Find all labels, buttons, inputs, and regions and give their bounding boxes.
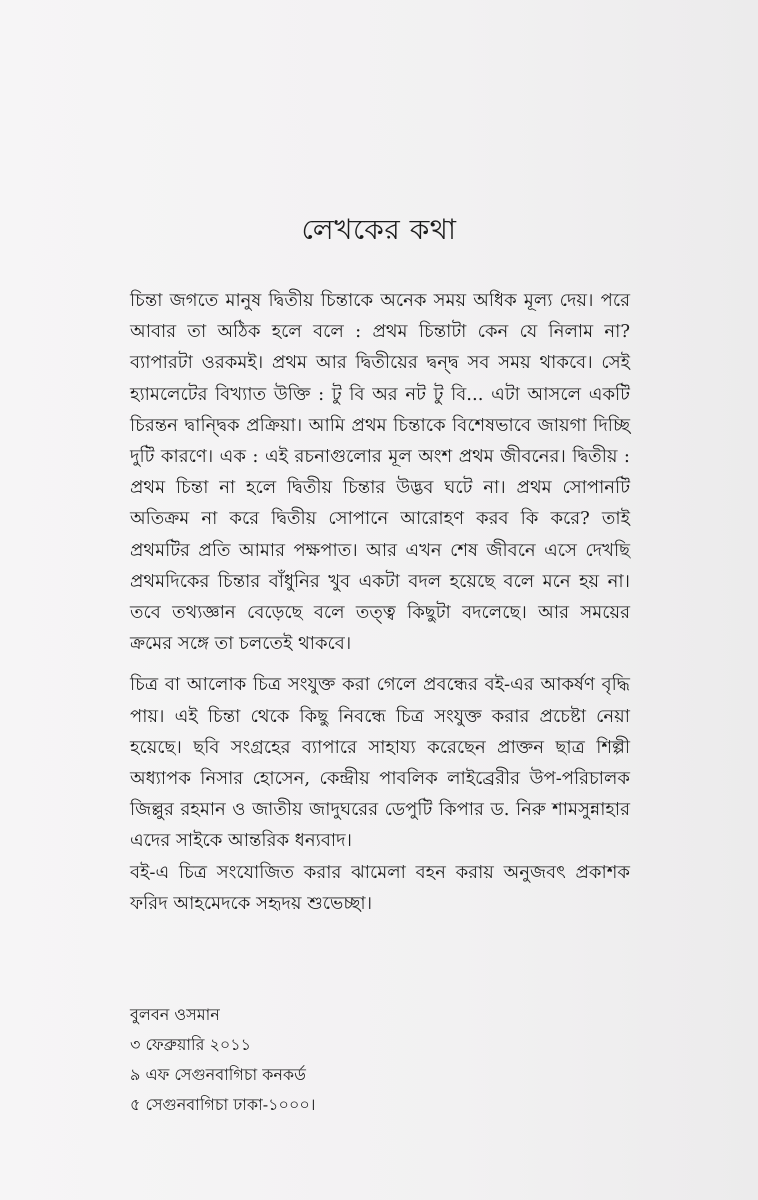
preface-body — [130, 285, 630, 919]
signature-date: ৩ ফেব্রুয়ারি ২০১১ — [130, 1035, 252, 1054]
paragraph-illustrations: চিত্র বা আলোক চিত্র সংযুক্ত করা গেলে প্রবন্ধের বই-এর আকর্ষণ বৃদ্ধি পায়। এই চিন্তা থেকে কিছু নিবন্ধে চিত্র সংযুক্ত করার প্রচেষ্টা নেয়া হয়েছে। ছবি সংগ্রহের ব্যাপারে সাহায্য করেছেন প্রাক্তন ছাত্র শিল্পী অধ্যাপক নিসার হোসেন, কেন্দ্রীয় পাবলিক লাইব্রেরীর উপ-পরিচালক জিল্লুর রহমান ও জাতীয় জাদুঘরের ডেপুটি কিপার ড. নিরু শামসুন্নাহার এদের সাইকে আন্তরিক ধন্যবাদ। — [130, 674, 630, 852]
paragraph-thanks-publisher: বই-এ চিত্র সংযোজিত করার ঝামেলা বহন করায় অনুজবৎ প্রকাশক ফরিদ আহমেদকে সহৃদয় শুভেচ্ছা। — [130, 861, 630, 914]
address-line-2: ৫ সেগুনবাগিচা ঢাকা-১০০০। — [130, 1095, 316, 1114]
address-line-1: ৯ এফ সেগুনবাগিচা কনকর্ড — [130, 1065, 306, 1084]
author-name: বুলবন ওসমান — [130, 1005, 220, 1024]
signature-block — [130, 1000, 630, 1120]
page-title: লেখকের কথা — [301, 213, 457, 246]
paragraph-first-thought: চিন্তা জগতে মানুষ দ্বিতীয় চিন্তাকে অনেক সময় অধিক মূল্য দেয়। পরে আবার তা অঠিক হলে বলে : প্রথম চিন্তাটা কেন যে নিলাম না? ব্যাপারটা ওরকমই। প্রথম আর দ্বিতীয়ের দ্বন্দ্ব সব সময় থাকবে। সেই হ্যামলেটের বিখ্যাত উক্তি : টু বি অর নট টু বি... এটা আসলে একটি চিরন্তন দ্বান্দ্বিক প্রক্রিয়া। আমি প্রথম চিন্তাকে বিশেষভাবে জায়গা দিচ্ছি দুটি কারণে। এক : এই রচনাগুলোর মূল অংশ প্রথম জীবনের। দ্বিতীয় : প্রথম চিন্তা না হলে দ্বিতীয় চিন্তার উদ্ভব ঘটে না। প্রথম সোপানটি অতিক্রম না করে দ্বিতীয় সোপানে আরোহণ করব কি করে? তাই প্রথমটির প্রতি আমার পক্ষপাত। আর এখন শেষ জীবনে এসে দেখছি প্রথমদিকের চিন্তার বাঁধুনির খুব একটা বদল হয়েছে বলে মনে হয় না। তবে তথ্যজ্ঞান বেড়েছে বলে তত্ত্ব কিছুটা বদলেছে। আর সময়ের ক্রমের সঙ্গে তা চলতেই থাকবে। — [130, 290, 630, 655]
